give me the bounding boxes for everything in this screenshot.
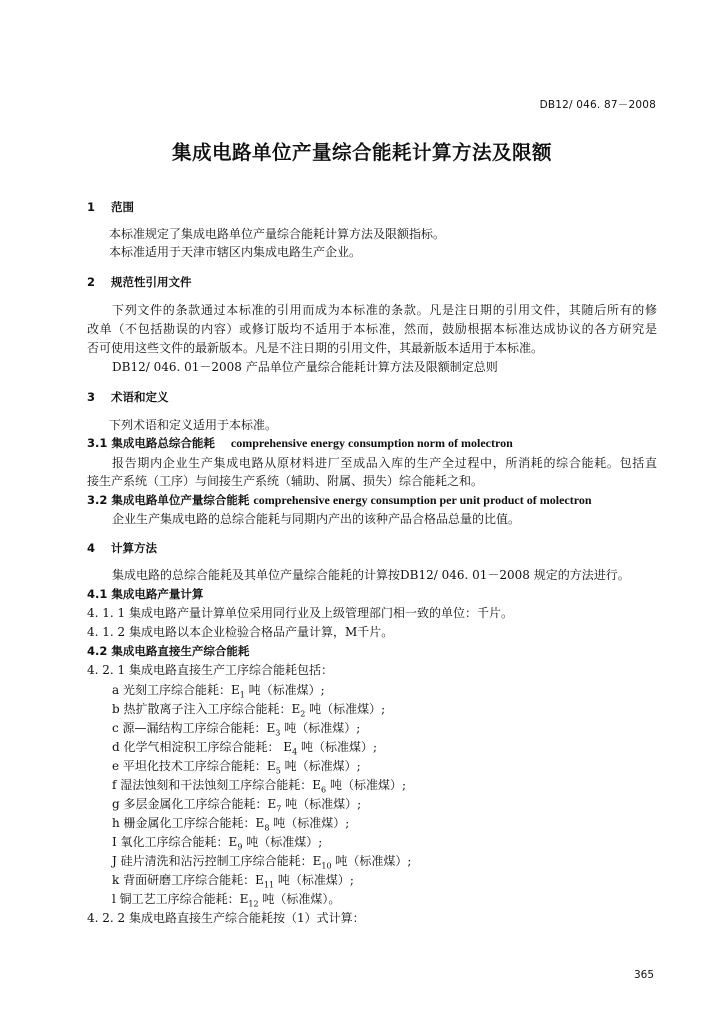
term-number: 3.2 — [87, 493, 108, 507]
term-english: comprehensive energy consumption norm of molectron — [230, 436, 513, 450]
list-item: h 栅金属化工序综合能耗：$E_8$ 吨（标准煤）; — [112, 816, 350, 833]
paragraph-line: 下列文件的条款通过本标准的引用而成为本标准的条款。凡是注日期的引用文件，其随后所有的修 — [112, 303, 657, 317]
page-number: 365 — [633, 969, 654, 981]
term-chinese: 集成电路总综合能耗 — [111, 436, 215, 450]
section-4-heading — [87, 541, 157, 555]
clause-4-2-2: 4. 2. 2 集成电路直接生产综合能耗按（1）式计算： — [87, 911, 365, 925]
term-3-1-heading — [87, 436, 513, 450]
subsection-4-2-heading: 4.2 集成电路直接生产综合能耗 — [87, 644, 250, 658]
paragraph: 本标准适用于天津市辖区内集成电路生产企业。 — [109, 245, 362, 259]
list-item: b 热扩散离子注入工序综合能耗：$E_2$ 吨（标准煤）; — [112, 702, 386, 719]
clause-4-1-1: 4. 1. 1 集成电路产量计算单位采用同行业及上级管理部门相一致的单位：千片。 — [87, 606, 513, 620]
section-1-heading — [87, 200, 134, 214]
paragraph-line: 接生产系统（工序）与间接生产系统（辅助、附属、损失）综合能耗之和。 — [87, 474, 484, 488]
section-number: 1 — [87, 200, 96, 214]
paragraph-line: 报告期内企业生产集成电路从原材料进厂至成品入库的生产全过程中，所消耗的综合能耗。包括直 — [112, 456, 657, 470]
list-item: e 平坦化技术工序综合能耗：$E_5$ 吨（标准煤）; — [112, 759, 361, 776]
term-english: comprehensive energy consumption per unit product of molectron — [253, 493, 592, 507]
list-item: f 湿法蚀刻和干法蚀刻工序综合能耗：$E_6$ 吨（标准煤）; — [112, 778, 406, 795]
paragraph: 本标准规定了集成电路单位产量综合能耗计算方法及限额指标。 — [109, 227, 446, 241]
list-item: l 铜工艺工序综合能耗：$E_{12}$ 吨（标准煤）。 — [112, 892, 341, 909]
paragraph: 下列术语和定义适用于本标准。 — [109, 418, 278, 432]
paragraph-line: 改单（不包括勘误的内容）或修订版均不适用于本标准，然而，鼓励根据本标准达成协议的各方研究是 — [87, 322, 657, 336]
paragraph-line: 企业生产集成电路的总综合能耗与同期内产出的该种产品合格品总量的比值。 — [112, 512, 521, 526]
standard-number: DB12/ 046. 87－2008 — [539, 99, 656, 111]
paragraph: 集成电路的总综合能耗及其单位产量综合能耗的计算按DB12/ 046. 01－2008 规定的方法进行。 — [112, 568, 630, 582]
section-title: 术语和定义 — [111, 390, 169, 404]
term-chinese: 集成电路单位产量综合能耗 — [111, 493, 250, 507]
section-number: 2 — [87, 275, 96, 289]
section-title: 规范性引用文件 — [111, 275, 192, 289]
reference-document: DB12/ 046. 01－2008 产品单位产量综合能耗计算方法及限额制定总则 — [112, 360, 498, 374]
section-title: 计算方法 — [111, 541, 157, 555]
list-item: g 多层金属化工序综合能耗：$E_7$ 吨（标准煤）; — [112, 797, 362, 814]
page-title: 集成电路单位产量综合能耗计算方法及限额 — [171, 141, 552, 164]
term-number: 3.1 — [87, 436, 108, 450]
clause-4-1-2: 4. 1. 2 集成电路以本企业检验合格品产量计算，M千片。 — [87, 625, 394, 639]
section-2-heading — [87, 275, 192, 289]
clause-4-2-1: 4. 2. 1 集成电路直接生产工序综合能耗包括： — [87, 663, 333, 677]
section-title: 范围 — [111, 200, 134, 214]
list-item: I 氧化工序综合能耗：$E_9$ 吨（标准煤）; — [112, 835, 323, 852]
list-item: d 化学气相淀积工序综合能耗： $E_4$ 吨（标准煤）; — [112, 740, 378, 757]
section-3-heading — [87, 390, 169, 404]
section-number: 4 — [87, 541, 96, 555]
list-item: a 光刻工序综合能耗：$E_1$ 吨（标准煤）; — [112, 683, 325, 700]
list-item: J 硅片清洗和沾污控制工序综合能耗：$E_{10}$ 吨（标准煤）; — [112, 854, 412, 871]
list-item: c 源—漏结构工序综合能耗：$E_3$ 吨（标准煤）; — [112, 721, 361, 738]
section-number: 3 — [87, 390, 96, 404]
list-item: k 背面研磨工序综合能耗：$E_{11}$ 吨（标准煤）; — [112, 873, 354, 890]
subsection-4-1-heading: 4.1 集成电路产量计算 — [87, 587, 204, 601]
term-3-2-heading — [87, 493, 592, 507]
paragraph-line: 否可使用这些文件的最新版本。凡是不注日期的引用文件，其最新版本适用于本标准。 — [87, 341, 544, 355]
